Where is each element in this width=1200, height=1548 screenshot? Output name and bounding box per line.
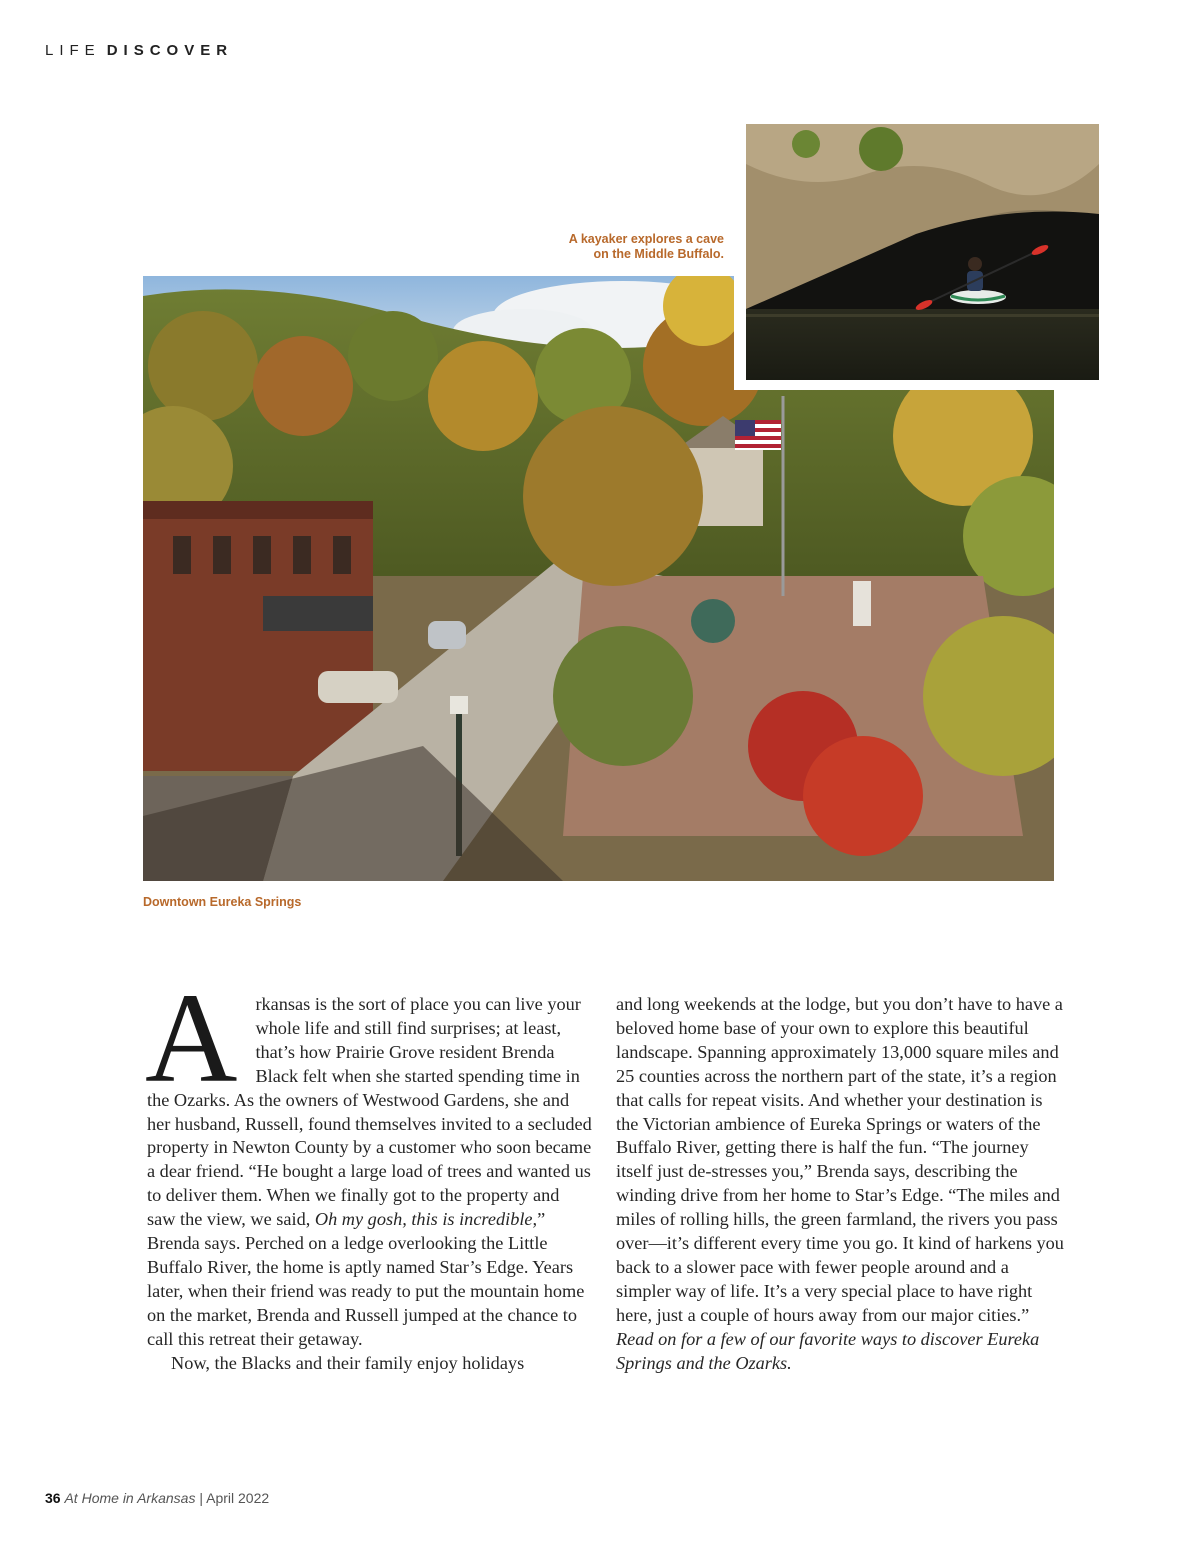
page-number: 36	[45, 1490, 61, 1506]
paragraph-italic: Read on for a few of our favorite ways to discover Eureka Springs and the Ozarks.	[616, 1328, 1040, 1373]
section-label: LIFE	[45, 42, 101, 59]
main-photo-caption: Downtown Eureka Springs	[143, 895, 302, 909]
paragraph-text: ” Brenda says. Perched on a ledge overlooking the Little Buffalo River, the home is aptly named Star’s Edge. Years later, when their friend was ready to put the mountain home on the market, Brenda and Russell jumped at the chance to call this retreat their getaway.	[147, 1209, 585, 1349]
article-column-right	[616, 993, 1064, 1376]
paragraph-text: rkansas is the sort of place you can live your whole life and still find surprises; at least, that’s how Prairie Grove resident Brenda Black felt when she started spending time in the Ozarks. As the owners of Westwood Gardens, she and her husband, Russell, found themselves invited to a secluded property in Newton County by a customer who soon became a dear friend. “He bought a large load of trees and wanted us to deliver them. When we finally got to the property and saw the view, we said,	[147, 994, 592, 1230]
section-header	[45, 42, 233, 59]
paragraph-italic: Oh my gosh, this is incredible,	[314, 1209, 538, 1230]
caption-line: A kayaker explores a cave	[568, 232, 724, 246]
section-title: DISCOVER	[106, 42, 234, 59]
footer-separator: |	[199, 1490, 203, 1506]
kayaker-cave-photo	[746, 124, 1099, 380]
magazine-name: At Home in Arkansas	[64, 1490, 196, 1506]
drop-cap: A	[145, 967, 238, 1109]
paragraph-text: and long weekends at the lodge, but you don’t have to have a beloved home base of your own to explore this beautiful landscape. Spanning approximately 13,000 square miles and 25 counties across the northern part of the state, it’s a region that calls for repeat visits. And whether your destination is the Victorian ambience of Eureka Springs or waters of the Buffalo River, getting there is half the fun. “The journey itself just de-stresses you,” Brenda says, describing the winding drive from her home to Star’s Edge. “The miles and miles of rolling hills, the green farmland, the rivers you pass over—it’s different every time you go. It kind of harkens you back to a slower pace with fewer people around and a simpler way of life. It’s a very special place to have right here, just a couple of hours away from our major cities.”	[616, 994, 1064, 1325]
article-paragraph: Now, the Blacks and their family enjoy holidays	[171, 1352, 525, 1373]
inset-photo-caption	[504, 232, 724, 262]
caption-line: on the Middle Buffalo.	[593, 247, 724, 261]
article-column-left	[145, 967, 592, 1376]
article-paragraph	[616, 993, 1064, 1376]
issue-date: April 2022	[206, 1490, 270, 1506]
page-footer	[45, 1490, 269, 1506]
article-paragraph	[145, 967, 592, 1352]
